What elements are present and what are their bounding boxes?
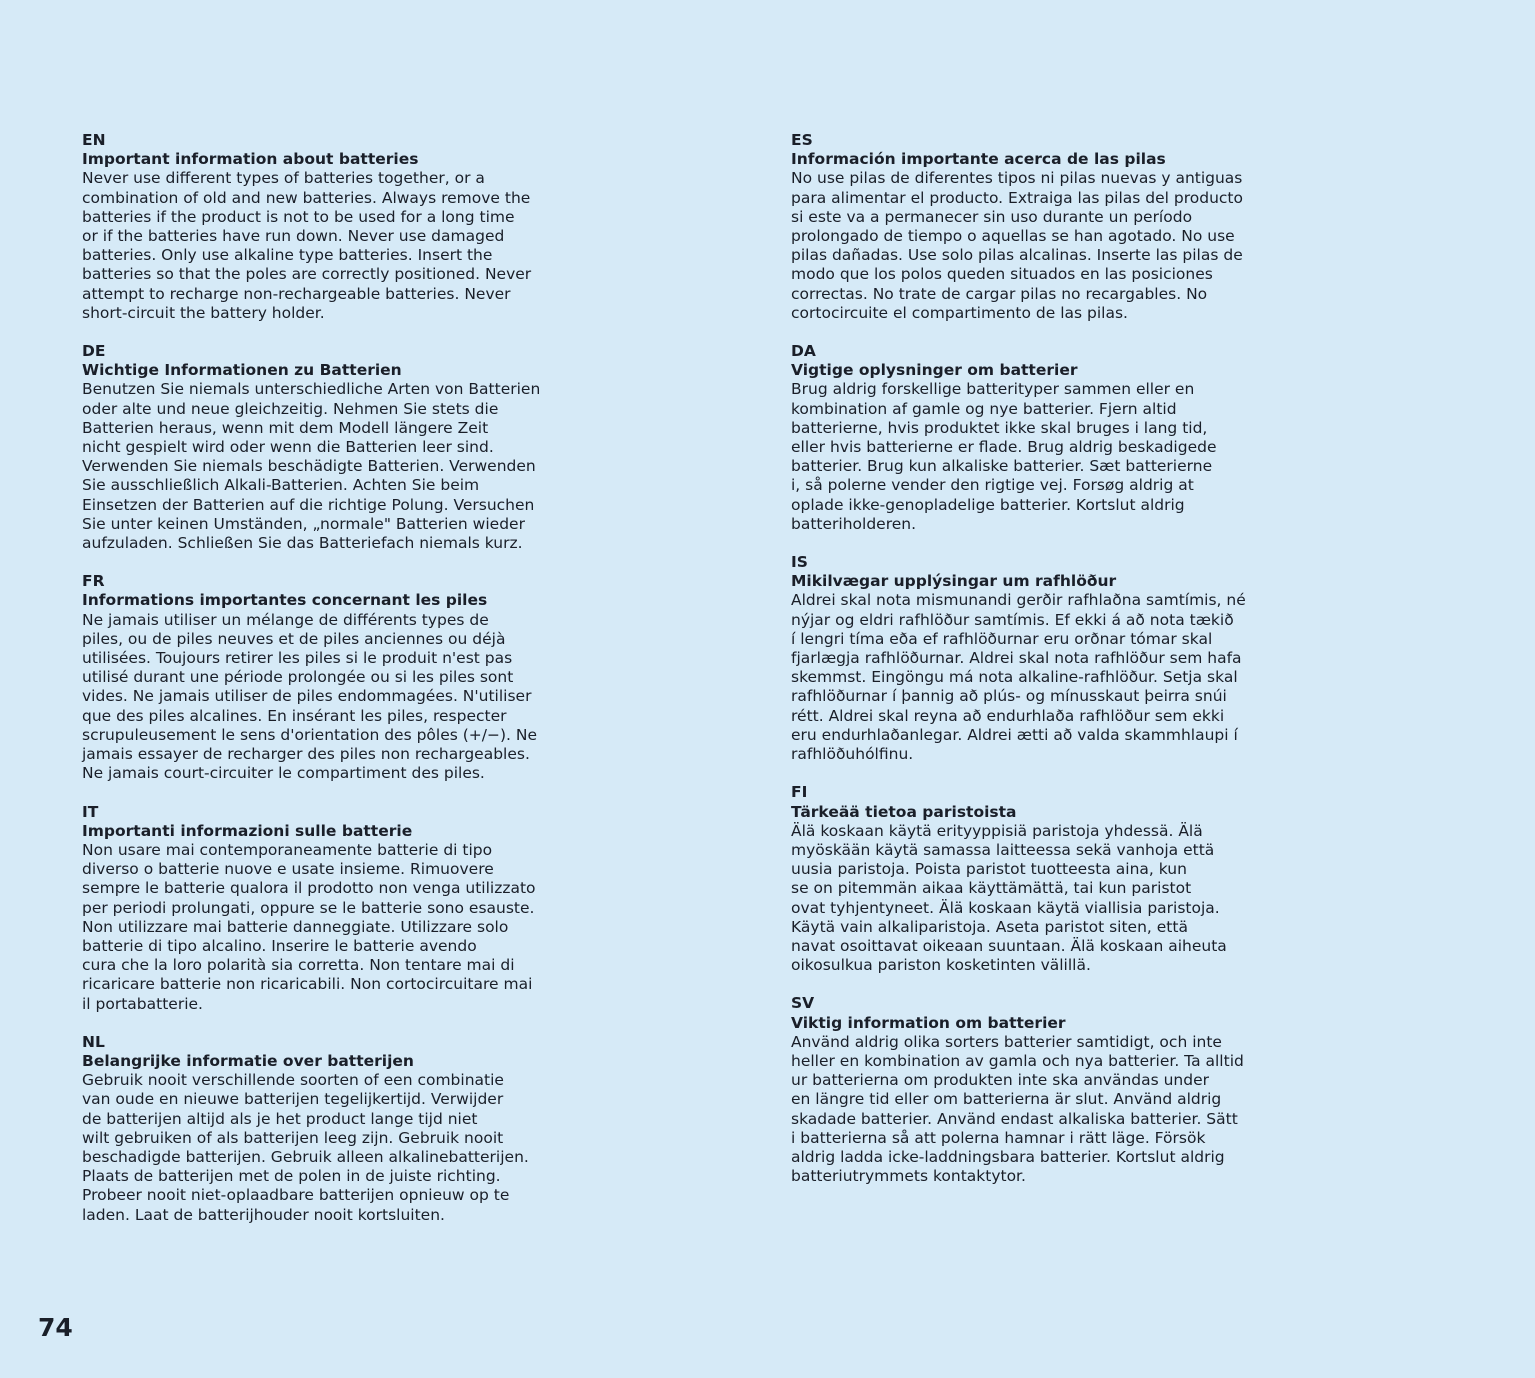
body-text-line: batterier. Brug kun alkaliske batterier. Sæt batterierne [791,457,1213,476]
language-code: EN [82,131,106,149]
body-text-line: se on pitemmän aikaa käyttämättä, tai kun paristot [791,879,1192,898]
body-text-line: van oude en nieuwe batterijen tegelijkertijd. Verwijder [82,1090,504,1109]
body-text-line: or if the batteries have run down. Never use damaged [82,227,505,246]
body-text-line: cura che la loro polarità sia corretta. Non tentare mai di [82,956,515,975]
body-text-line: batteries if the product is not to be used for a long time [82,207,515,226]
body-text-line: combination of old and new batteries. Always remove the [82,188,531,207]
body-text-line: heller en kombination av gamla och nya batterier. Ta alltid [791,1051,1244,1070]
language-section-fr [82,572,562,783]
section-title: Viktig information om batterier [791,1013,1066,1032]
body-text-line: Brug aldrig forskellige batterityper sammen eller en [791,380,1195,399]
body-text-line: batteries. Only use alkaline type batteries. Insert the [82,246,493,265]
section-title: Informations importantes concernant les piles [82,591,488,610]
body-text-line: en längre tid eller om batterierna är slut. Använd aldrig [791,1090,1222,1109]
body-text-line: rafhlöðurnar í þannig að plús- og mínusskaut þeirra snúi [791,687,1227,706]
section-title: Important information about batteries [82,150,419,169]
body-text-line: oplade ikke-genopladelige batterier. Kortslut aldrig [791,495,1185,514]
section-title: Belangrijke informatie over batterijen [82,1051,414,1070]
language-section-nl [82,1033,562,1225]
language-section-is [791,553,1271,764]
body-text-line: Verwenden Sie niemals beschädigte Batterien. Verwenden [82,457,536,476]
body-text-line: uusia paristoja. Poista paristot tuotteesta aina, kun [791,860,1187,879]
body-text-line: Plaats de batterijen met de polen in de juiste richting. [82,1167,501,1186]
body-text-line: vides. Ne jamais utiliser de piles endommagées. N'utiliser [82,687,532,706]
body-text-line: diverso o batterie nuove e usate insieme. Rimuovere [82,860,494,879]
body-text-line: Benutzen Sie niemals unterschiedliche Arten von Batterien [82,380,541,399]
body-text-line: per periodi prolungati, oppure se le batterie sono esauste. [82,898,535,917]
body-text-line: utilisées. Toujours retirer les piles si le produit n'est pas [82,649,513,668]
body-text-line: í lengri tíma eða ef rafhlöðurnar eru orðnar tómar skal [791,629,1213,648]
body-text-line: oikosulkua pariston kosketinten välillä. [791,956,1091,975]
body-text-line: Käytä vain alkaliparistoja. Aseta paristot siten, että [791,917,1188,936]
body-text-line: para alimentar el producto. Extraiga las pilas del producto [791,188,1243,207]
language-code: SV [791,994,815,1013]
body-text-line: prolongado de tiempo o aquellas se han agotado. No use [791,227,1235,246]
section-title: Mikilvægar upplýsingar um rafhlöður [791,572,1117,591]
section-title: Wichtige Informationen zu Batterien [82,361,402,380]
language-code: DE [82,342,106,361]
body-text-line: correctas. No trate de cargar pilas no recargables. No [791,284,1208,303]
body-text-line: Använd aldrig olika sorters batterier samtidigt, och inte [791,1032,1222,1051]
body-text-line: Aldrei skal nota mismunandi gerðir rafhlaðna samtímis, né [791,591,1246,610]
body-text-line: batteries so that the poles are correctly positioned. Never [82,265,532,284]
body-text-line: Never use different types of batteries together, or a [82,169,485,188]
section-title: Vigtige oplysninger om batterier [791,361,1078,380]
body-text-line: ur batterierna om produkten inte ska användas under [791,1071,1210,1090]
body-text-line: Sie unter keinen Umständen, „normale" Batterien wieder [82,514,525,533]
body-text-line: laden. Laat de batterijhouder nooit kortsluiten. [82,1205,445,1224]
body-text-line: i batterierna så att polerna hamnar i rätt läge. Försök [791,1128,1206,1147]
body-text-line: utilisé durant une période prolongée ou si les piles sont [82,668,514,687]
body-text-line: attempt to recharge non-rechargeable batteries. Never [82,284,511,303]
body-text-line: eller hvis batterierne er flade. Brug aldrig beskadigede [791,438,1217,457]
language-code: ES [791,131,813,149]
body-text-line: Einsetzen der Batterien auf die richtige Polung. Versuchen [82,495,535,514]
body-text-line: Ne jamais utiliser un mélange de différents types de [82,610,489,629]
language-code: IT [82,802,99,821]
body-text-line: nicht gespielt wird oder wenn die Batterien leer sind. [82,438,494,457]
body-text-line: No use pilas de diferentes tipos ni pilas nuevas y antiguas [791,169,1243,188]
body-text-line: Gebruik nooit verschillende soorten of een combinatie [82,1071,504,1090]
language-section-sv [791,994,1271,1186]
body-text-line: wilt gebruiken of als batterijen leeg zijn. Gebruik nooit [82,1128,504,1147]
body-text-line: jamais essayer de recharger des piles non rechargeables. [82,745,530,764]
body-text-line: i, så polerne vender den rigtige vej. Forsøg aldrig at [791,476,1194,495]
body-text-line: beschadigde batterijen. Gebruik alleen alkalinebatterijen. [82,1147,529,1166]
language-section-de [82,342,562,553]
body-text-line: batteriholderen. [791,514,917,533]
body-text-line: skemmst. Eingöngu má nota alkaline-rafhlöður. Setja skal [791,668,1238,687]
body-text-line: fjarlægja rafhlöðurnar. Aldrei skal nota rafhlöður sem hafa [791,649,1242,668]
body-text-line: aufzuladen. Schließen Sie das Batteriefach niemals kurz. [82,534,523,553]
body-text-line: eru endurhlaðanlegar. Aldrei ætti að valda skammhlaupi í [791,725,1238,744]
body-text-line: Probeer nooit niet-oplaadbare batterijen opnieuw op te [82,1186,510,1205]
body-text-line: ovat tyhjentyneet. Älä koskaan käytä viallisia paristoja. [791,898,1220,917]
body-text-line: ricaricare batterie non ricaricabili. Non cortocircuitare mai [82,975,533,994]
language-code: NL [82,1032,105,1051]
body-text-line: Non usare mai contemporaneamente batterie di tipo [82,840,493,859]
body-text-line: kombination af gamle og nye batterier. Fjern altid [791,399,1177,418]
body-text-line: aldrig ladda icke-laddningsbara batterier. Kortslut aldrig [791,1147,1225,1166]
body-text-line: de batterijen altijd als je het product lange tijd niet [82,1109,478,1128]
body-text-line: rafhlöðuhólfinu. [791,745,914,764]
body-text-line: rétt. Aldrei skal reyna að endurhlaða rafhlöður sem ekki [791,706,1225,725]
body-text-line: Sie ausschließlich Alkali-Batterien. Achten Sie beim [82,476,480,495]
body-text-line: si este va a permanecer sin uso durante un período [791,207,1193,226]
body-text-line: pilas dañadas. Use solo pilas alcalinas. Inserte las pilas de [791,246,1243,265]
body-text-line: Batterien heraus, wenn mit dem Modell längere Zeit [82,418,489,437]
language-section-it [82,803,562,1014]
body-text-line: nýjar og eldri rafhlöður samtímis. Ef ekki á að nota tækið [791,610,1234,629]
language-code: FR [82,572,105,591]
language-section-en [82,131,562,323]
body-text-line: navat osoittavat oikeaan suuntaan. Älä koskaan aiheuta [791,936,1227,955]
language-code: DA [791,342,816,361]
language-code: FI [791,783,808,802]
body-text-line: sempre le batterie qualora il prodotto non venga utilizzato [82,879,536,898]
body-text-line: batterie di tipo alcalino. Inserire le batterie avendo [82,936,477,955]
body-text-line: scrupuleusement le sens d'orientation des pôles (+/−). Ne [82,725,538,744]
page-number: 74 [38,1313,73,1342]
body-text-line: Älä koskaan käytä erityyppisiä paristoja yhdessä. Älä [791,821,1203,840]
body-text-line: batterierne, hvis produktet ikke skal bruges i lang tid, [791,418,1208,437]
body-text-line: Non utilizzare mai batterie danneggiate. Utilizzare solo [82,917,509,936]
body-text-line: que des piles alcalines. En insérant les piles, respecter [82,706,507,725]
body-text-line: skadade batterier. Använd endast alkaliska batterier. Sätt [791,1109,1238,1128]
body-text-line: short-circuit the battery holder. [82,303,325,322]
left-column [82,131,562,1244]
body-text-line: piles, ou de piles neuves et de piles anciennes ou déjà [82,629,506,648]
right-column [791,131,1271,1205]
body-text-line: modo que los polos queden situados en las posiciones [791,265,1213,284]
body-text-line: Ne jamais court-circuiter le compartiment des piles. [82,764,485,783]
language-section-es [791,131,1271,323]
section-title: Información importante acerca de las pilas [791,150,1166,169]
body-text-line: cortocircuite el compartimento de las pilas. [791,303,1128,322]
section-title: Tärkeää tietoa paristoista [791,802,1017,821]
body-text-line: myöskään käytä samassa laitteessa sekä vanhoja että [791,840,1215,859]
body-text-line: batteriutrymmets kontaktytor. [791,1167,1026,1186]
language-code: IS [791,553,808,572]
language-section-fi [791,783,1271,975]
body-text-line: il portabatterie. [82,994,203,1013]
section-title: Importanti informazioni sulle batterie [82,821,413,840]
body-text-line: oder alte und neue gleichzeitig. Nehmen Sie stets die [82,399,499,418]
language-section-da [791,342,1271,534]
